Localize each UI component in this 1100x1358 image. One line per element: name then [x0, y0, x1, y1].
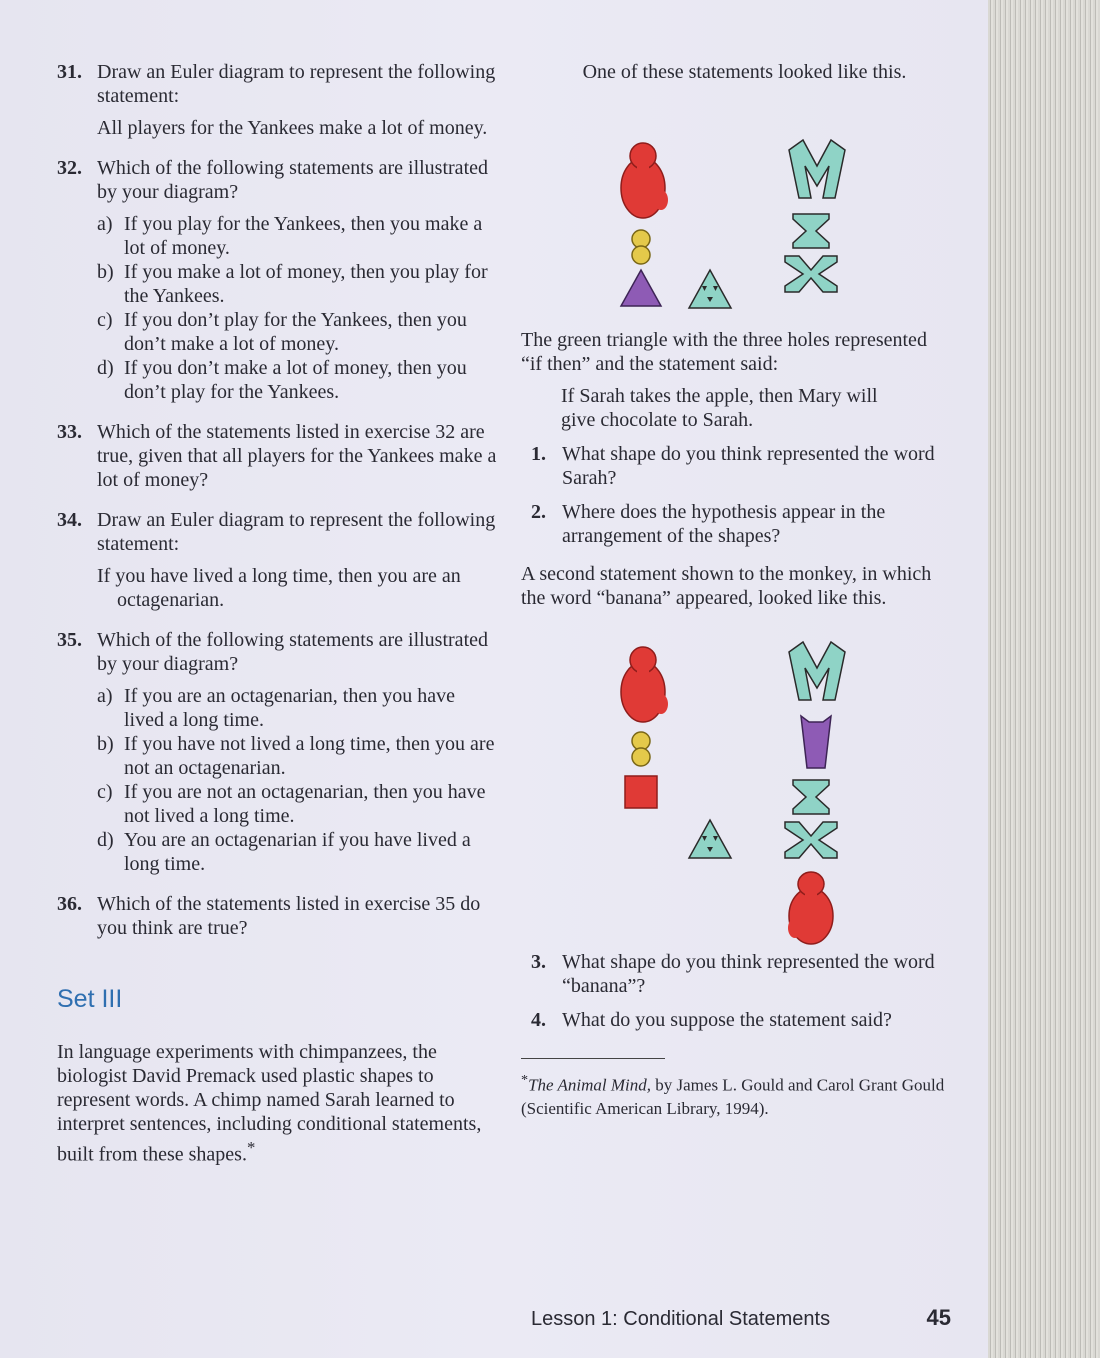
- green-x-shape-icon: [785, 256, 837, 292]
- left-column: [57, 60, 497, 1167]
- exercise-34: [57, 508, 497, 612]
- question-text: Where does the hypothesis appear in the arrangement of the shapes?: [562, 501, 886, 547]
- option-text: If you play for the Yankees, then you make a lot of money.: [124, 213, 483, 259]
- green-hourglass-icon: [793, 780, 829, 814]
- option-letter: c): [97, 309, 113, 331]
- exercise-number: 31.: [57, 61, 82, 83]
- option-text: If you don’t make a lot of money, then you don’t play for the Yankees.: [124, 357, 467, 403]
- right-column: [521, 60, 946, 1120]
- footnote-divider: [521, 1058, 665, 1059]
- second-statement-paragraph: A second statement shown to the monkey, in which the word “banana” appeared, looked like this.: [521, 563, 932, 609]
- shape-sentence-1-figure: [521, 84, 946, 322]
- exercise-text: Which of the following statements are illustrated by your diagram?: [97, 157, 488, 203]
- question-text: What shape do you think represented the word “banana”?: [562, 951, 935, 997]
- book-page-edges: [988, 0, 1100, 1358]
- footnote-marker: *: [246, 1138, 256, 1157]
- page-number: 45: [926, 1305, 951, 1330]
- option-letter: a): [97, 213, 113, 235]
- exercise-number: 32.: [57, 157, 82, 179]
- option-c: [97, 308, 497, 356]
- question-3: [521, 950, 946, 998]
- shape-sentence-2-figure: [521, 610, 946, 950]
- option-b: [97, 732, 497, 780]
- exercise-text: Draw an Euler diagram to represent the following statement:: [97, 509, 496, 555]
- exercise-32: [57, 156, 497, 404]
- option-text: If you have not lived a long time, then you are not an octagenarian.: [124, 733, 495, 779]
- question-number: 4.: [531, 1009, 546, 1031]
- question-text: What do you suppose the statement said?: [562, 1009, 892, 1031]
- footnote-marker: *: [521, 1072, 529, 1088]
- purple-triangle-icon: [621, 270, 661, 306]
- green-if-then-triangle-icon: [689, 270, 731, 308]
- option-text: If you are an octagenarian, then you have lived a long time.: [124, 685, 455, 731]
- footnote-citation: by James L. Gould and Carol Grant Gould (Scientific American Library, 1994).: [521, 1075, 945, 1118]
- exercise-number: 36.: [57, 893, 82, 915]
- option-text: If you don’t play for the Yankees, then you don’t make a lot of money.: [124, 309, 467, 355]
- green-x-shape-icon: [785, 822, 837, 858]
- footnote: [521, 1069, 946, 1120]
- option-letter: c): [97, 781, 113, 803]
- purple-bucket-icon: [801, 716, 831, 768]
- question-number: 1.: [531, 443, 546, 465]
- exercise-statement: If you have lived a long time, then you are an octagenarian.: [97, 565, 461, 611]
- green-m-shape-icon: [789, 140, 845, 198]
- yellow-figure-eight-icon: [632, 732, 650, 766]
- question-number: 3.: [531, 951, 546, 973]
- option-letter: d): [97, 829, 114, 851]
- option-letter: b): [97, 261, 114, 283]
- intro-line: One of these statements looked like this.: [582, 61, 907, 83]
- red-square-icon: [625, 776, 657, 808]
- lesson-title: Lesson 1: Conditional Statements: [531, 1308, 831, 1330]
- question-text: What shape do you think represented the word Sarah?: [562, 443, 935, 489]
- set-intro-paragraph: [57, 1040, 497, 1167]
- explanation-paragraph: The green triangle with the three holes represented “if then” and the statement said:: [521, 329, 927, 375]
- shape-sentence-1: [521, 84, 946, 322]
- exercise-text: Which of the statements listed in exercise 35 do you think are true?: [97, 893, 481, 939]
- option-a: [97, 684, 497, 732]
- option-d: [97, 356, 497, 404]
- question-number: 2.: [531, 501, 546, 523]
- red-apple-icon: [621, 647, 668, 722]
- exercise-35: [57, 628, 497, 876]
- question-1: [521, 442, 946, 490]
- green-if-then-triangle-icon: [689, 820, 731, 858]
- option-b: [97, 260, 497, 308]
- option-d: [97, 828, 497, 876]
- option-text: If you make a lot of money, then you play for the Yankees.: [124, 261, 488, 307]
- exercise-36: [57, 892, 497, 940]
- yellow-figure-eight-icon: [632, 230, 650, 264]
- question-4: [521, 1008, 946, 1032]
- question-2: [521, 500, 946, 548]
- option-letter: b): [97, 733, 114, 755]
- option-a: [97, 212, 497, 260]
- exercise-text: Which of the following statements are illustrated by your diagram?: [97, 629, 488, 675]
- red-apple-icon: [621, 143, 668, 218]
- footnote-book-title: The Animal Mind,: [528, 1075, 652, 1095]
- exercise-33: [57, 420, 497, 492]
- green-m-shape-icon: [789, 642, 845, 700]
- shape-sentence-2: [521, 610, 946, 950]
- option-text: If you are not an octagenarian, then you have not lived a long time.: [124, 781, 486, 827]
- red-apple-icon: [788, 872, 833, 944]
- quoted-statement: If Sarah takes the apple, then Mary will give chocolate to Sarah.: [561, 385, 878, 431]
- exercise-text: Which of the statements listed in exercise 32 are true, given that all players for the Yankees make a lot of money?: [97, 421, 497, 491]
- option-letter: d): [97, 357, 114, 379]
- option-c: [97, 780, 497, 828]
- option-text: You are an octagenarian if you have lived a long time.: [124, 829, 471, 875]
- page-footer: [531, 1305, 951, 1331]
- exercise-number: 35.: [57, 629, 82, 651]
- exercise-31: [57, 60, 497, 140]
- green-hourglass-icon: [793, 214, 829, 248]
- exercise-number: 34.: [57, 509, 82, 531]
- set-intro-text: In language experiments with chimpanzees, the biologist David Premack used plastic shapes to represent words. A chimp named Sarah learned to interpret sentences, including conditional statements, built from these shapes.: [57, 1041, 482, 1166]
- option-letter: a): [97, 685, 113, 707]
- exercise-number: 33.: [57, 421, 82, 443]
- exercise-text: Draw an Euler diagram to represent the following statement:: [97, 61, 496, 107]
- section-heading: Set III: [57, 985, 123, 1013]
- exercise-statement: All players for the Yankees make a lot of money.: [97, 117, 488, 139]
